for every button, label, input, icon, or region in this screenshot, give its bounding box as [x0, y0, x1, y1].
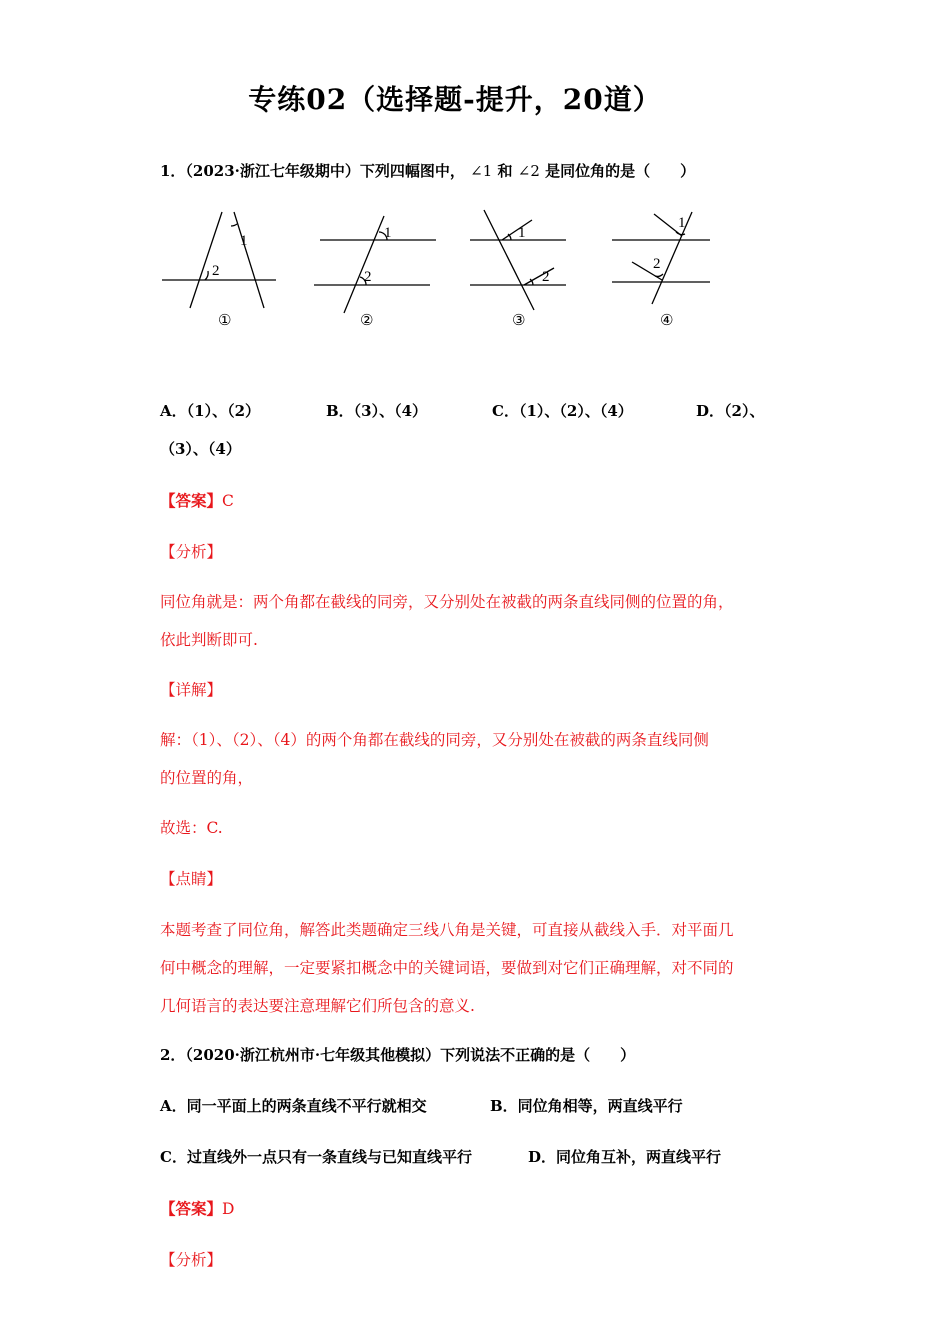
- question-1-figures: [150, 200, 730, 335]
- question-1-option-b: B．（3）、（4）: [326, 402, 428, 420]
- comment-line-1: 本题考查了同位角，解答此类题确定三线八角是关键，可直接从截线入手．对平面几: [160, 921, 734, 939]
- figure-1-caption: ①: [218, 311, 232, 329]
- q2-analysis-tag: 【分析】: [160, 1251, 223, 1269]
- figure-1-angle-2-label: 2: [212, 263, 220, 279]
- figure-3: [470, 210, 566, 329]
- page-title: 专练02（选择题-提升，20道）: [248, 83, 662, 116]
- figure-2-angle-1-label: 1: [384, 225, 392, 241]
- analysis-tag: 【分析】: [160, 543, 223, 561]
- question-1-option-c: C．（1）、（2）、（4）: [492, 402, 633, 420]
- figure-2: [314, 216, 436, 329]
- question-2-stem: 2．（2020·浙江杭州市·七年级其他模拟）下列说法不正确的是（ ）: [160, 1046, 636, 1064]
- stem-and: 和: [497, 162, 513, 180]
- figure-1: [162, 212, 276, 329]
- detail-line-1: 解：（1）、（2）、（4）的两个角都在截线的同旁，又分别处在被截的两条直线同侧: [160, 731, 709, 749]
- question-2-option-c: C．过直线外一点只有一条直线与已知直线平行: [160, 1148, 472, 1166]
- question-2-option-d: D．同位角互补，两直线平行: [528, 1148, 722, 1166]
- figure-1-angle-1-label: 1: [240, 233, 248, 249]
- figure-4-angle-1-label: 1: [678, 215, 686, 231]
- figure-2-angle-2-label: 2: [364, 269, 372, 285]
- question-2-option-a: A．同一平面上的两条直线不平行就相交: [160, 1097, 427, 1115]
- figure-4-angle-2-label: 2: [653, 256, 661, 272]
- question-2-answer: [160, 1197, 234, 1219]
- question-2-option-b: B．同位角相等，两直线平行: [490, 1097, 683, 1115]
- comment-tag: 【点睛】: [160, 870, 223, 888]
- figure-3-angle-2-label: 2: [542, 269, 550, 285]
- question-1-option-a: A．（1）、（2）: [160, 402, 261, 420]
- q2-answer-tag: 【答案】: [160, 1199, 223, 1218]
- question-1-stem-pre: 1．（2023·浙江七年级期中）下列四幅图中，: [160, 162, 465, 180]
- figure-3-angle-1-label: 1: [518, 225, 526, 241]
- comment-line-2: 何中概念的理解，一定要紧扣概念中的关键词语，要做到对它们正确理解，对不同的: [160, 959, 734, 977]
- question-1-answer: [160, 489, 234, 511]
- choice-line: 故选：C.: [160, 819, 223, 837]
- analysis-line-2: 依此判断即可.: [160, 631, 258, 649]
- figure-2-caption: ②: [360, 311, 374, 329]
- question-1-stem-post: 是同位角的是（ ）: [545, 162, 696, 180]
- detail-line-2: 的位置的角，: [160, 769, 254, 787]
- detail-tag: 【详解】: [160, 681, 223, 699]
- answer-tag: 【答案】: [160, 491, 223, 510]
- answer-value: C: [222, 492, 234, 510]
- question-1-stem: [160, 160, 695, 181]
- figure-4: [612, 212, 710, 329]
- q2-answer-value: D: [222, 1200, 235, 1218]
- question-1-option-d: D．（2）、: [696, 402, 765, 420]
- comment-line-3: 几何语言的表达要注意理解它们所包含的意义.: [160, 997, 475, 1015]
- angle-1-symbol: ∠1: [470, 162, 493, 180]
- angle-2-symbol: ∠2: [517, 162, 540, 180]
- analysis-line-1: 同位角就是：两个角都在截线的同旁，又分别处在被截的两条直线同侧的位置的角，: [160, 593, 734, 611]
- question-1-option-d-continued: （3）、（4）: [160, 440, 241, 458]
- figure-4-caption: ④: [660, 311, 674, 329]
- figure-3-caption: ③: [512, 311, 526, 329]
